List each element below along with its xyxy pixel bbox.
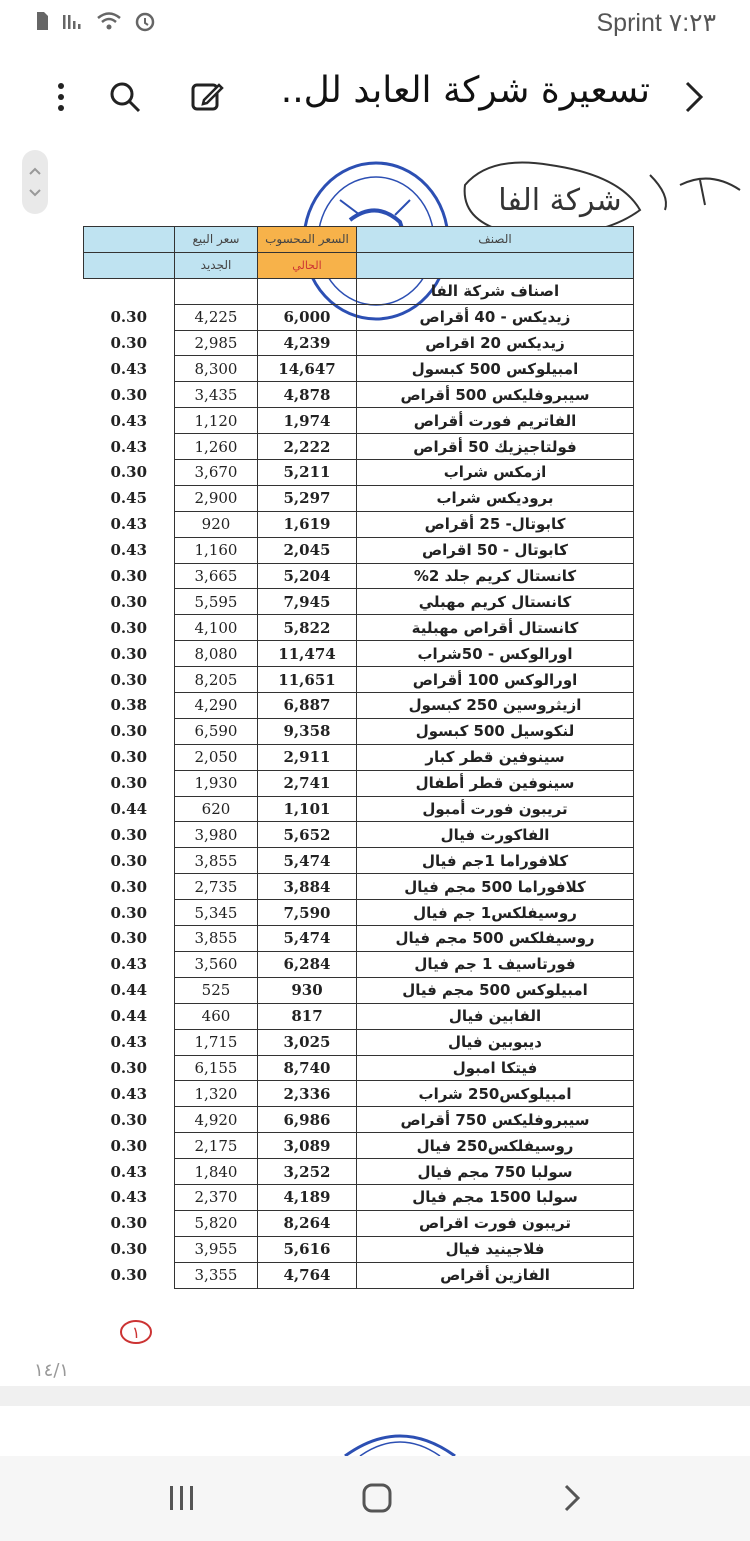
item-name-cell: تريبون فورت اقراص xyxy=(357,1210,634,1236)
item-name-cell: ازمكس شراب xyxy=(357,460,634,486)
item-name-cell: كانستال كريم مهبلي xyxy=(357,589,634,615)
item-name-cell: روسيفلكس 500 مجم فيال xyxy=(357,926,634,952)
ratio-cell: 0.43 xyxy=(110,359,148,378)
status-bar xyxy=(0,0,750,48)
ratio-cell: 0.30 xyxy=(110,1136,148,1155)
table-row xyxy=(84,1107,634,1133)
item-name-cell: كلافوراما 500 مجم فيال xyxy=(357,874,634,900)
table-row xyxy=(84,822,634,848)
item-name-cell: سيبروفليكس 500 أقراص xyxy=(357,382,634,408)
table-row xyxy=(84,1184,634,1210)
ratio-cell: 0.38 xyxy=(110,696,148,715)
item-name-cell: ديبوبين فيال xyxy=(357,1029,634,1055)
ratio-cell: 0.45 xyxy=(110,489,148,508)
sell-price-cell: 620 xyxy=(175,796,258,822)
table-row xyxy=(84,537,634,563)
sell-price-cell: 5,595 xyxy=(175,589,258,615)
back-nav-button[interactable] xyxy=(542,1478,602,1518)
wifi-icon xyxy=(96,11,122,35)
ratio-cell: 0.30 xyxy=(110,1214,148,1233)
ratio-cell: 0.30 xyxy=(110,825,148,844)
company-row-blank xyxy=(84,278,175,304)
sell-price-cell: 8,300 xyxy=(175,356,258,382)
subheader-new: الجديد xyxy=(175,252,258,278)
ratio-cell: 0.43 xyxy=(110,1033,148,1052)
ratio-cell: 0.30 xyxy=(110,722,148,741)
edit-icon xyxy=(189,79,225,115)
calc-price-cell: 8,264 xyxy=(258,1210,357,1236)
item-name-cell: سولبا 750 مجم فيال xyxy=(357,1159,634,1185)
ratio-cell: 0.43 xyxy=(110,1162,148,1181)
company-row-sell xyxy=(175,278,258,304)
back-button[interactable] xyxy=(670,74,716,120)
sell-price-cell: 6,155 xyxy=(175,1055,258,1081)
sell-price-cell: 1,840 xyxy=(175,1159,258,1185)
scroll-handle[interactable] xyxy=(22,150,48,214)
calc-price-cell: 4,764 xyxy=(258,1262,357,1288)
table-row xyxy=(84,615,634,641)
item-name-cell: روسيفلكس250 فيال xyxy=(357,1133,634,1159)
sell-price-cell: 3,855 xyxy=(175,926,258,952)
calc-price-cell: 930 xyxy=(258,977,357,1003)
sell-price-cell: 5,820 xyxy=(175,1210,258,1236)
item-name-cell: فيتكا امبول xyxy=(357,1055,634,1081)
ratio-cell: 0.30 xyxy=(110,1266,148,1285)
table-row xyxy=(84,356,634,382)
calc-price-cell: 9,358 xyxy=(258,718,357,744)
status-text: Sprint ٧:٢٣ xyxy=(596,9,716,37)
item-name-cell: كانستال كريم جلد 2% xyxy=(357,563,634,589)
sell-price-cell: 2,175 xyxy=(175,1133,258,1159)
ratio-cell: 0.30 xyxy=(110,748,148,767)
ratio-cell: 0.30 xyxy=(110,929,148,948)
item-name-cell: الفابين فيال xyxy=(357,1003,634,1029)
item-name-cell: فورتاسيف 1 جم فيال xyxy=(357,951,634,977)
ratio-cell: 0.44 xyxy=(110,1007,148,1026)
table-row xyxy=(84,563,634,589)
ratio-cell: 0.30 xyxy=(110,385,148,404)
table-row xyxy=(84,1081,634,1107)
sell-price-cell: 3,355 xyxy=(175,1262,258,1288)
page-separator xyxy=(0,1386,750,1406)
item-name-cell: تريبون فورت أمبول xyxy=(357,796,634,822)
ratio-cell: 0.30 xyxy=(110,774,148,793)
ratio-cell: 0.30 xyxy=(110,670,148,689)
more-options-button[interactable] xyxy=(38,74,84,120)
table-row xyxy=(84,1236,634,1262)
ratio-cell: 0.30 xyxy=(110,308,148,327)
sell-price-cell: 3,855 xyxy=(175,848,258,874)
calc-price-cell: 8,740 xyxy=(258,1055,357,1081)
company-row xyxy=(84,278,634,304)
system-nav-bar xyxy=(0,1456,750,1541)
chevron-right-icon xyxy=(561,1482,583,1514)
chevron-right-icon xyxy=(681,79,705,115)
calc-price-cell: 2,741 xyxy=(258,770,357,796)
item-name-cell: الفاتريم فورت أقراص xyxy=(357,408,634,434)
calc-price-cell: 4,239 xyxy=(258,330,357,356)
item-name-cell: سولبا 1500 مجم فيال xyxy=(357,1184,634,1210)
header-calc-price: السعر المحسوب xyxy=(258,227,357,253)
calc-price-cell: 5,474 xyxy=(258,848,357,874)
sell-price-cell: 8,080 xyxy=(175,641,258,667)
table-row xyxy=(84,1003,634,1029)
chevron-up-down-icon xyxy=(22,150,48,214)
item-name-cell: روسيفلكس1 جم فيال xyxy=(357,900,634,926)
table-row xyxy=(84,900,634,926)
calc-price-cell: 5,211 xyxy=(258,460,357,486)
table-row xyxy=(84,408,634,434)
table-row xyxy=(84,1029,634,1055)
ratio-cell: 0.43 xyxy=(110,541,148,560)
ratio-cell: 0.30 xyxy=(110,1240,148,1259)
table-row xyxy=(84,744,634,770)
item-name-cell: فولتاجيزيك 50 أقراص xyxy=(357,434,634,460)
recent-apps-button[interactable] xyxy=(152,1478,212,1518)
table-row xyxy=(84,1262,634,1288)
sell-price-cell: 2,900 xyxy=(175,485,258,511)
table-row xyxy=(84,511,634,537)
sell-price-cell: 1,320 xyxy=(175,1081,258,1107)
item-name-cell: كانستال أقراص مهبلية xyxy=(357,615,634,641)
item-name-cell: اورالوكس - 50شراب xyxy=(357,641,634,667)
calc-price-cell: 14,647 xyxy=(258,356,357,382)
ratio-cell: 0.30 xyxy=(110,903,148,922)
header-sell-price: سعر البيع xyxy=(175,227,258,253)
ratio-cell: 0.43 xyxy=(110,515,148,534)
table-row xyxy=(84,718,634,744)
calc-price-cell: 5,474 xyxy=(258,926,357,952)
sell-price-cell: 2,370 xyxy=(175,1184,258,1210)
sell-price-cell: 1,930 xyxy=(175,770,258,796)
calc-price-cell: 3,089 xyxy=(258,1133,357,1159)
ratio-cell: 0.30 xyxy=(110,851,148,870)
sell-price-cell: 5,345 xyxy=(175,900,258,926)
subheader-current: الحالي xyxy=(258,252,357,278)
handwritten-page-number xyxy=(118,1318,154,1346)
calc-price-cell: 3,252 xyxy=(258,1159,357,1185)
table-row xyxy=(84,1210,634,1236)
home-icon xyxy=(361,1482,393,1514)
table-row xyxy=(84,796,634,822)
ratio-cell: 0.30 xyxy=(110,463,148,482)
search-icon xyxy=(108,80,142,114)
calc-price-cell: 11,651 xyxy=(258,667,357,693)
table-row xyxy=(84,667,634,693)
item-name-cell: كابوتال- 25 أقراص xyxy=(357,511,634,537)
item-name-cell: امبيلوكس 500 مجم فيال xyxy=(357,977,634,1003)
recent-apps-icon xyxy=(167,1483,197,1513)
item-name-cell: سينوفين قطر كبار xyxy=(357,744,634,770)
calc-price-cell: 6,284 xyxy=(258,951,357,977)
calc-price-cell: 7,590 xyxy=(258,900,357,926)
calc-price-cell: 11,474 xyxy=(258,641,357,667)
item-name-cell: كابوتال - 50 اقراص xyxy=(357,537,634,563)
calc-price-cell: 7,945 xyxy=(258,589,357,615)
next-page-preview xyxy=(0,1406,750,1456)
alarm-icon xyxy=(134,10,156,36)
sell-price-cell: 3,980 xyxy=(175,822,258,848)
calc-price-cell: 5,297 xyxy=(258,485,357,511)
sell-price-cell: 3,955 xyxy=(175,1236,258,1262)
ratio-cell: 0.30 xyxy=(110,592,148,611)
calc-price-cell: 5,822 xyxy=(258,615,357,641)
calc-price-cell: 2,222 xyxy=(258,434,357,460)
table-row xyxy=(84,1159,634,1185)
calc-price-cell: 4,878 xyxy=(258,382,357,408)
more-vertical-icon xyxy=(56,81,66,113)
calc-price-cell: 2,045 xyxy=(258,537,357,563)
table-row xyxy=(84,589,634,615)
sell-price-cell: 2,050 xyxy=(175,744,258,770)
ratio-cell: 0.30 xyxy=(110,644,148,663)
sell-price-cell: 3,560 xyxy=(175,951,258,977)
calc-price-cell: 1,619 xyxy=(258,511,357,537)
calc-price-cell: 6,000 xyxy=(258,304,357,330)
page-title: تسعيرة شركة العابد لل.. xyxy=(280,70,650,111)
calc-price-cell: 1,974 xyxy=(258,408,357,434)
calc-price-cell: 6,986 xyxy=(258,1107,357,1133)
subheader-empty xyxy=(357,252,634,278)
sim-icon xyxy=(34,10,50,36)
search-button[interactable] xyxy=(102,74,148,120)
calc-price-cell: 5,616 xyxy=(258,1236,357,1262)
header-cell-blank xyxy=(84,227,175,253)
sell-price-cell: 1,715 xyxy=(175,1029,258,1055)
sell-price-cell: 4,290 xyxy=(175,693,258,719)
company-name: اصناف شركة الفا xyxy=(357,278,634,304)
table-row xyxy=(84,848,634,874)
table-row xyxy=(84,434,634,460)
table-row xyxy=(84,1055,634,1081)
signal-icon xyxy=(62,11,84,35)
handwriting-text: شركة الفا xyxy=(498,183,622,218)
item-name-cell: امبيلوكس 500 كبسول xyxy=(357,356,634,382)
price-table xyxy=(83,226,634,1289)
calc-price-cell: 6,887 xyxy=(258,693,357,719)
sell-price-cell: 3,435 xyxy=(175,382,258,408)
ratio-cell: 0.30 xyxy=(110,618,148,637)
table-row xyxy=(84,485,634,511)
item-name-cell: بروديكس شراب xyxy=(357,485,634,511)
calc-price-cell: 2,911 xyxy=(258,744,357,770)
table-row xyxy=(84,977,634,1003)
subheader-cell-blank xyxy=(84,252,175,278)
table-row xyxy=(84,304,634,330)
table-row xyxy=(84,330,634,356)
table-row xyxy=(84,951,634,977)
ratio-cell: 0.30 xyxy=(110,334,148,352)
company-row-calc xyxy=(258,278,357,304)
item-name-cell: الفاكورت فيال xyxy=(357,822,634,848)
home-button[interactable] xyxy=(347,1478,407,1518)
calc-price-cell: 1,101 xyxy=(258,796,357,822)
table-header-row xyxy=(84,227,634,253)
table-row xyxy=(84,770,634,796)
table-row xyxy=(84,460,634,486)
table-row xyxy=(84,641,634,667)
page-mark-text: ١ xyxy=(131,1323,141,1342)
calc-price-cell: 817 xyxy=(258,1003,357,1029)
ratio-cell: 0.43 xyxy=(110,437,148,456)
sell-price-cell: 1,160 xyxy=(175,537,258,563)
page-indicator: ١٤/١ xyxy=(34,1360,70,1381)
sell-price-cell: 6,590 xyxy=(175,718,258,744)
ratio-cell: 0.43 xyxy=(110,955,148,974)
sell-price-cell: 525 xyxy=(175,977,258,1003)
sell-price-cell: 2,735 xyxy=(175,874,258,900)
header-item-name: الصنف xyxy=(357,227,634,253)
ratio-cell: 0.43 xyxy=(110,1084,148,1103)
item-name-cell: اورالوكس 100 أقراص xyxy=(357,667,634,693)
sell-price-cell: 1,260 xyxy=(175,434,258,460)
item-name-cell: سيبروفليكس 750 أقراص xyxy=(357,1107,634,1133)
table-row xyxy=(84,693,634,719)
item-name-cell: زيديكس 20 اقراص xyxy=(357,330,634,356)
sell-price-cell: 2,985 xyxy=(175,330,258,356)
ratio-cell: 0.44 xyxy=(110,800,148,819)
sell-price-cell: 8,205 xyxy=(175,667,258,693)
sell-price-cell: 3,665 xyxy=(175,563,258,589)
table-row xyxy=(84,926,634,952)
table-row xyxy=(84,874,634,900)
item-name-cell: امبيلوكس250 شراب xyxy=(357,1081,634,1107)
sell-price-cell: 920 xyxy=(175,511,258,537)
item-name-cell: ازيثروسين 250 كبسول xyxy=(357,693,634,719)
app-bar xyxy=(0,48,750,146)
sell-price-cell: 1,120 xyxy=(175,408,258,434)
sell-price-cell: 4,225 xyxy=(175,304,258,330)
sell-price-cell: 460 xyxy=(175,1003,258,1029)
calc-price-cell: 5,204 xyxy=(258,563,357,589)
calc-price-cell: 2,336 xyxy=(258,1081,357,1107)
ratio-cell: 0.43 xyxy=(110,411,148,430)
calc-price-cell: 3,025 xyxy=(258,1029,357,1055)
ratio-cell: 0.30 xyxy=(110,1058,148,1077)
table-row xyxy=(84,1133,634,1159)
table-row xyxy=(84,382,634,408)
ratio-cell: 0.43 xyxy=(110,1188,148,1207)
ratio-cell: 0.30 xyxy=(110,1110,148,1129)
item-name-cell: الفازين أقراص xyxy=(357,1262,634,1288)
table-subheader-row xyxy=(84,252,634,278)
edit-button[interactable] xyxy=(184,74,230,120)
sell-price-cell: 4,920 xyxy=(175,1107,258,1133)
item-name-cell: زيديكس - 40 أقراص xyxy=(357,304,634,330)
item-name-cell: لنكوسيل 500 كبسول xyxy=(357,718,634,744)
calc-price-cell: 5,652 xyxy=(258,822,357,848)
sell-price-cell: 4,100 xyxy=(175,615,258,641)
item-name-cell: سينوفين قطر أطفال xyxy=(357,770,634,796)
calc-price-cell: 4,189 xyxy=(258,1184,357,1210)
sell-price-cell: 3,670 xyxy=(175,460,258,486)
ratio-cell: 0.44 xyxy=(110,981,148,1000)
item-name-cell: فلاجينيد فيال xyxy=(357,1236,634,1262)
ratio-cell: 0.30 xyxy=(110,567,148,586)
ratio-cell: 0.30 xyxy=(110,877,148,896)
calc-price-cell: 3,884 xyxy=(258,874,357,900)
item-name-cell: كلافوراما 1جم فيال xyxy=(357,848,634,874)
